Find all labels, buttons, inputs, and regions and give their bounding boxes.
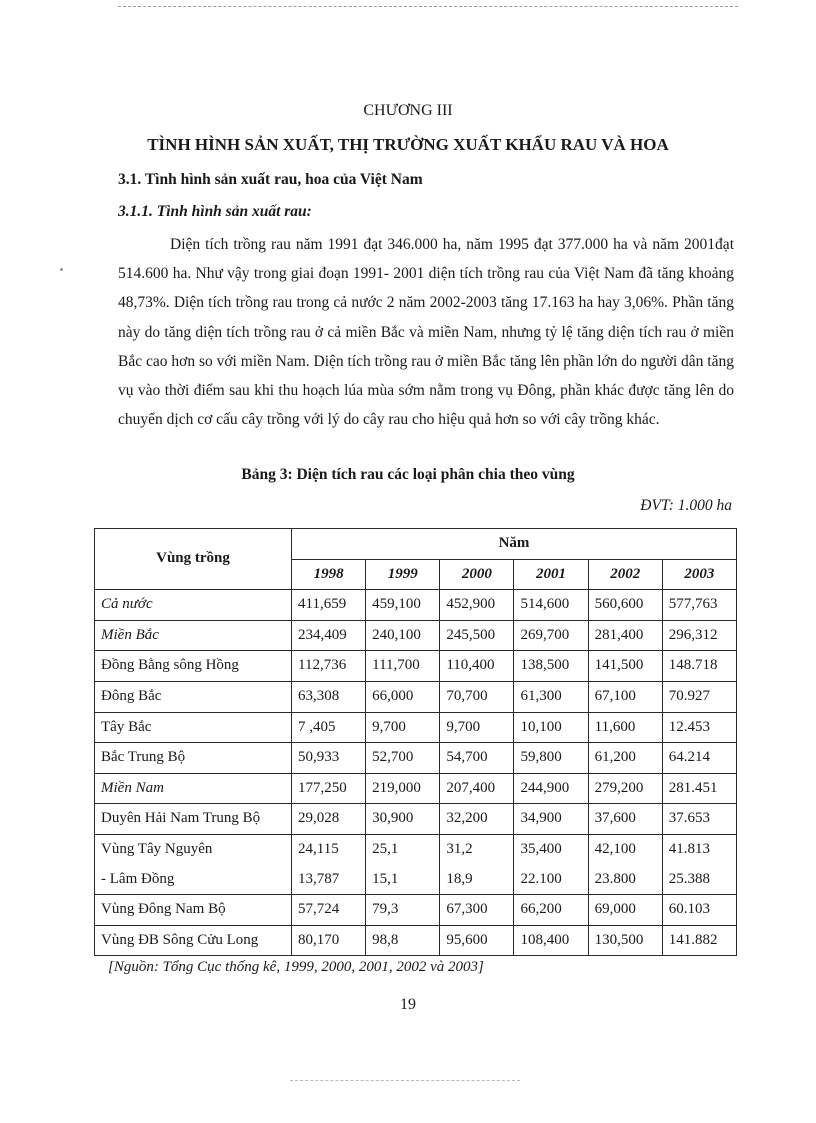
region-name: Vùng Tây Nguyên — [101, 840, 213, 857]
value-cell: 138,500 — [514, 651, 588, 682]
value-cell: 9,700 — [440, 712, 514, 743]
subsection-heading: 3.1.1. Tình hình sản xuất rau: — [118, 203, 312, 220]
scan-artifact-top — [118, 6, 738, 7]
value-cell: 130,500 — [588, 925, 662, 956]
value-cell: 269,700 — [514, 620, 588, 651]
value-cell — [588, 834, 662, 894]
value-cell: 9,700 — [366, 712, 440, 743]
value-cell: 52,700 — [366, 743, 440, 774]
sub-value: 22.100 — [520, 870, 562, 887]
sub-value: 15,1 — [372, 870, 399, 887]
value-cell: 67,300 — [440, 895, 514, 926]
value-cell: 66,200 — [514, 895, 588, 926]
value-cell: 281,400 — [588, 620, 662, 651]
table-body — [95, 590, 737, 956]
value-cell: 79,3 — [366, 895, 440, 926]
value-cell: 30,900 — [366, 804, 440, 835]
value-cell: 37.653 — [662, 804, 736, 835]
header-year-1998: 1998 — [292, 559, 366, 590]
table-row — [95, 925, 737, 956]
value-cell: 452,900 — [440, 590, 514, 621]
value-cell: 61,300 — [514, 681, 588, 712]
header-year-2001: 2001 — [514, 559, 588, 590]
data-table — [94, 528, 737, 956]
sub-value: 13,787 — [298, 870, 340, 887]
value-cell: 110,400 — [440, 651, 514, 682]
body-paragraph-text: Diện tích trồng rau năm 1991 đạt 346.000 ha, năm 1995 đạt 377.000 ha và năm 2001đạt 514.600 ha. Như vậy trong giai đoạn 1991- 2001 diện tích trồng rau của Việt Nam đã tăng khoảng 48,73%. Diện tích trồng rau trong cả nước 2 năm 2002-2003 tăng 17.163 ha hay 3,06%. Phần tăng này do tăng diện tích trồng rau ở cả miền Bắc và miền Nam, nhưng tỷ lệ tăng diện tích rau ở miền Bắc cao hơn so với miền Nam. Diện tích trồng rau ở miền Bắc tăng lên phần lớn do người dân tăng vụ vào thời điểm sau khi thu hoạch lúa mùa sớm nằm trong vụ Đông, phần khác được tăng lên do chuyển dịch cơ cấu cây trồng với lý do cây rau cho hiệu quả hơn so với cây trồng khác. — [118, 236, 734, 429]
sub-region-name: - Lâm Đồng — [101, 870, 175, 887]
header-year-2003: 2003 — [662, 559, 736, 590]
section-heading: 3.1. Tình hình sản xuất rau, hoa của Việt Nam — [118, 171, 423, 188]
value-cell: 12.453 — [662, 712, 736, 743]
value-cell: 34,900 — [514, 804, 588, 835]
region-cell: Tây Bắc — [95, 712, 292, 743]
table-row — [95, 681, 737, 712]
region-cell: Miền Nam — [95, 773, 292, 804]
table-row — [95, 712, 737, 743]
value-cell: 111,700 — [366, 651, 440, 682]
region-cell: Đồng Bằng sông Hồng — [95, 651, 292, 682]
value-cell — [662, 834, 736, 894]
value-cell: 10,100 — [514, 712, 588, 743]
value-cell: 219,000 — [366, 773, 440, 804]
value-cell: 577,763 — [662, 590, 736, 621]
value-cell: 177,250 — [292, 773, 366, 804]
header-year-2002: 2002 — [588, 559, 662, 590]
value-cell: 560,600 — [588, 590, 662, 621]
sub-value: 23.800 — [594, 870, 636, 887]
value-cell: 245,500 — [440, 620, 514, 651]
value-cell: 11,600 — [588, 712, 662, 743]
value-cell: 112,736 — [292, 651, 366, 682]
value-cell: 60.103 — [662, 895, 736, 926]
value-cell: 207,400 — [440, 773, 514, 804]
table-row — [95, 651, 737, 682]
value-cell: 281.451 — [662, 773, 736, 804]
region-cell: Miền Bắc — [95, 620, 292, 651]
value-cell: 57,724 — [292, 895, 366, 926]
value-cell: 141,500 — [588, 651, 662, 682]
value: 41.813 — [668, 840, 711, 857]
region-cell: Bắc Trung Bộ — [95, 743, 292, 774]
table-row — [95, 773, 737, 804]
value-cell: 80,170 — [292, 925, 366, 956]
header-year-2000: 2000 — [440, 559, 514, 590]
header-region: Vùng trồng — [95, 529, 292, 590]
value-cell: 37,600 — [588, 804, 662, 835]
value-cell: 459,100 — [366, 590, 440, 621]
scan-artifact-bottom — [290, 1080, 520, 1081]
value-cell: 148.718 — [662, 651, 736, 682]
table-unit: ĐVT: 1.000 ha — [640, 497, 732, 514]
value: 35,400 — [520, 840, 562, 857]
region-cell: Duyên Hải Nam Trung Bộ — [95, 804, 292, 835]
value-cell: 95,600 — [440, 925, 514, 956]
value-cell: 32,200 — [440, 804, 514, 835]
table-title: Bảng 3: Diện tích rau các loại phân chia theo vùng — [241, 466, 575, 483]
value-cell: 61,200 — [588, 743, 662, 774]
value-cell: 411,659 — [292, 590, 366, 621]
body-paragraph — [118, 230, 734, 434]
value-cell: 108,400 — [514, 925, 588, 956]
region-cell: Vùng ĐB Sông Cửu Long — [95, 925, 292, 956]
value-cell: 296,312 — [662, 620, 736, 651]
sub-value: 25.388 — [668, 870, 711, 887]
table-row — [95, 590, 737, 621]
value-cell — [292, 834, 366, 894]
value: 24,115 — [298, 840, 339, 857]
table-row — [95, 895, 737, 926]
region-cell: Vùng Đông Nam Bộ — [95, 895, 292, 926]
value-cell: 69,000 — [588, 895, 662, 926]
header-year-group: Năm — [292, 529, 737, 560]
value-cell: 54,700 — [440, 743, 514, 774]
sub-value: 18,9 — [446, 870, 473, 887]
value: 42,100 — [594, 840, 636, 857]
value-cell: 514,600 — [514, 590, 588, 621]
value-cell: 240,100 — [366, 620, 440, 651]
value-cell: 64.214 — [662, 743, 736, 774]
value-cell: 70.927 — [662, 681, 736, 712]
table-row — [95, 743, 737, 774]
value-cell: 234,409 — [292, 620, 366, 651]
value-cell: 66,000 — [366, 681, 440, 712]
table-source: [Nguồn: Tổng Cục thống kê, 1999, 2000, 2001, 2002 và 2003] — [108, 959, 484, 975]
region-cell: Cả nước — [95, 590, 292, 621]
value-cell: 279,200 — [588, 773, 662, 804]
value-cell: 141.882 — [662, 925, 736, 956]
table-row — [95, 804, 737, 835]
value-cell: 98,8 — [366, 925, 440, 956]
value: 25,1 — [372, 840, 399, 857]
value-cell: 70,700 — [440, 681, 514, 712]
table-row — [95, 620, 737, 651]
chapter-heading: CHƯƠNG III — [363, 102, 453, 119]
header-year-1999: 1999 — [366, 559, 440, 590]
value-cell: 244,900 — [514, 773, 588, 804]
scan-artifact-dot — [60, 268, 63, 271]
value-cell: 29,028 — [292, 804, 366, 835]
value-cell: 59,800 — [514, 743, 588, 774]
value-cell: 50,933 — [292, 743, 366, 774]
value-cell: 63,308 — [292, 681, 366, 712]
table-row — [95, 834, 737, 894]
value-cell — [514, 834, 588, 894]
value-cell: 67,100 — [588, 681, 662, 712]
value-cell: 7 ,405 — [292, 712, 366, 743]
chapter-title: TÌNH HÌNH SẢN XUẤT, THỊ TRƯỜNG XUẤT KHẨU RAU VÀ HOA — [147, 135, 669, 154]
region-cell: Đông Bắc — [95, 681, 292, 712]
value-cell — [366, 834, 440, 894]
value-cell — [440, 834, 514, 894]
value: 31,2 — [446, 840, 473, 857]
region-cell — [95, 834, 292, 894]
table-header-row — [95, 529, 737, 560]
page-number: 19 — [400, 996, 416, 1013]
